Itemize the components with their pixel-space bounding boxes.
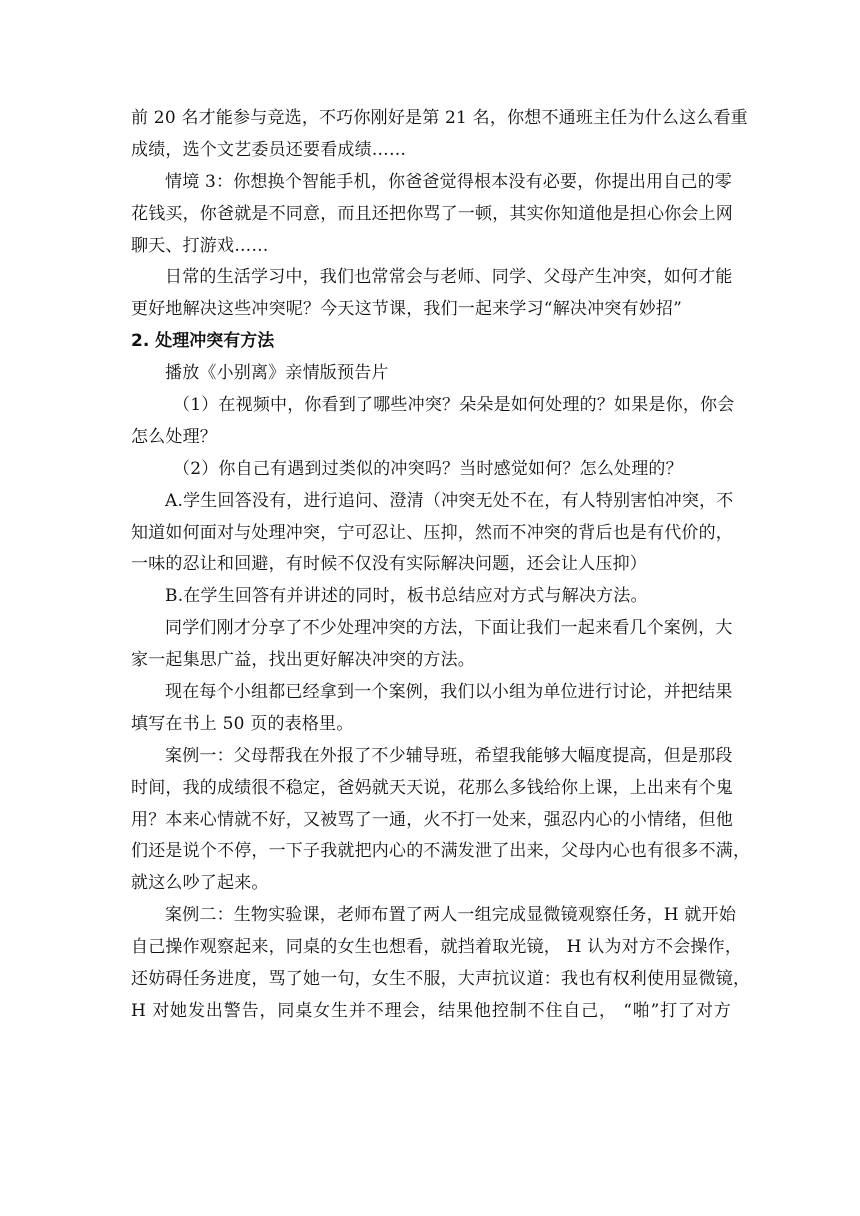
text-line: （2）你自己有遇到过类似的冲突吗？当时感觉如何？怎么处理的？: [173, 458, 683, 479]
text-line: 们还是说个不停，一下子我就把内心的不满发泄了出来，父母内心也有很多不满，: [131, 841, 751, 862]
text-line: 填写在书上 50 页的表格里。: [131, 713, 354, 734]
section-heading: 2. 处理冲突有方法: [131, 331, 275, 352]
text-line: 现在每个小组都已经拿到一个案例，我们以小组为单位进行讨论，并把结果: [165, 682, 733, 703]
text-line: 自己操作观察起来，同桌的女生也想看，就挡着取光镜， H 认为对方不会操作，: [131, 937, 743, 958]
text-line: 怎么处理？: [131, 426, 217, 447]
text-line: 知道如何面对与处理冲突，宁可忍让、压抑，然而不冲突的背后也是有代价的，: [131, 522, 733, 543]
text-line: 同学们刚才分享了不少处理冲突的方法，下面让我们一起来看几个案例，大: [165, 618, 733, 639]
document-body: [131, 103, 751, 1028]
text-line: 花钱买，你爸就是不同意，而且还把你骂了一顿，其实你知道他是担心你会上网: [131, 203, 733, 224]
text-line: 一味的忍让和回避，有时候不仅没有实际解决问题，还会让人压抑）: [131, 554, 647, 575]
text-line: 成绩，选个文艺委员还要看成绩……: [131, 139, 407, 160]
text-line: 用？本来心情就不好，又被骂了一通，火不打一处来，强忍内心的小情绪，但他: [131, 809, 733, 830]
text-line: A.学生回答没有，进行追问、澄清（冲突无处不在，有人特别害怕冲突，不: [165, 490, 734, 511]
text-line: 日常的生活学习中，我们也常常会与老师、同学、父母产生冲突，如何才能: [165, 267, 733, 288]
text-line: 前 20 名才能参与竞选，不巧你刚好是第 21 名，你想不通班主任为什么这么看重: [131, 108, 748, 128]
text-line: 播放《小别离》亲情版预告片: [165, 363, 389, 384]
text-line: 就这么吵了起来。: [131, 873, 269, 894]
text-line: 聊天、打游戏……: [131, 235, 269, 256]
text-line: B.在学生回答有并讲述的同时，板书总结应对方式与解决方法。: [165, 586, 648, 607]
text-line: 家一起集思广益，找出更好解决冲突的方法。: [131, 650, 475, 671]
text-line: 更好地解决这些冲突呢？今天这节课，我们一起来学习“解决冲突有妙招”: [131, 299, 682, 320]
text-line: 时间，我的成绩很不稳定，爸妈就天天说，花那么多钱给你上课，上出来有个鬼: [131, 777, 733, 798]
text-line: 情境 3：你想换个智能手机，你爸爸觉得根本没有必要，你提出用自己的零: [165, 171, 733, 192]
text-line: 案例二：生物实验课，老师布置了两人一组完成显微镜观察任务，H 就开始: [165, 905, 737, 926]
text-line: 案例一：父母帮我在外报了不少辅导班，希望我能够大幅度提高，但是那段: [165, 745, 733, 766]
text-line: （1）在视频中，你看到了哪些冲突？朵朵是如何处理的？如果是你，你会: [173, 395, 735, 416]
text-line: H 对她发出警告，同桌女生并不理会，结果他控制不住自己， “啪”打了对方: [131, 1000, 731, 1021]
text-line: 还妨碍任务进度，骂了她一句，女生不服，大声抗议道：我也有权利使用显微镜，: [131, 969, 751, 990]
